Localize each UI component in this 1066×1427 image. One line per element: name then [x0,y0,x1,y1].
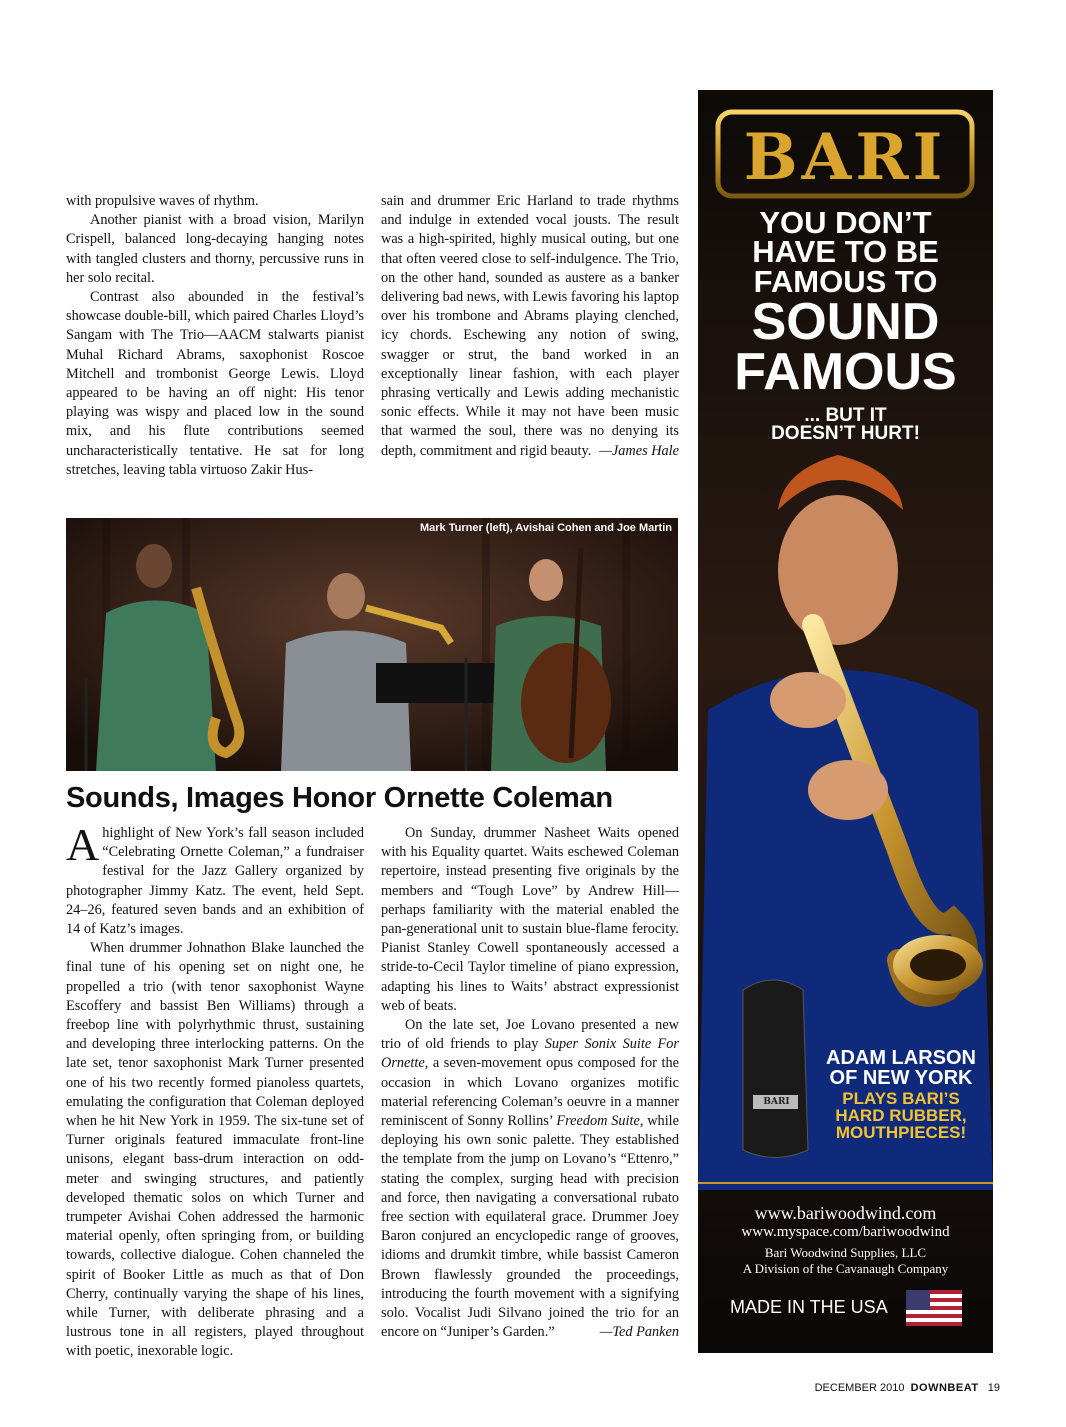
artist-name: OF NEW YORK [829,1067,973,1089]
paragraph [66,819,364,939]
paragraph-text: highlight of New York’s fall season included “Celebrating Ornette Coleman,” a fundraiser festival for the Jazz Gallery organized by photographer Jimmy Katz. The event, held Sept. 24–26, featured seven bands and an exhibition of 14 of Katz’s images. [66,825,364,938]
ad-line: FAMOUS TO [753,263,938,299]
article1-column2 [381,192,679,461]
paragraph [381,192,679,461]
paragraph-text: , a seven-movement opus composed for the occasion in which Lovano organizes motific material referencing Coleman’s oeuvre in a manner reminiscent of Sonny Rollins’ [381,1055,679,1130]
drop-cap: A [66,819,100,870]
paragraph-text: sain and drummer Eric Harland to trade rhythms and indulge in extended vocal jousts. The result was a high-spirited, highly musical outing, but one that often veered close to self-indulgence. The Trio, on the other hand, sounded as austere as a banker delivering bad news, with Lewis favoring his laptop over his trombone and Abrams playing clenched, icy chords. Eschewing any notion of swing, swagger or strut, the band worked in an exceptionally linear fashion, with each player phrasing vertically and Lewis adding mechanistic sonic effects. While it may not have been music that warmed the soul, there was no denying its depth, commitment and rigid beauty. [381,193,679,459]
endorsement-block [816,1048,986,1141]
article2-column2 [381,824,679,1342]
issue-date: DECEMBER 2010 [814,1382,905,1394]
ad-big-line: FAMOUS [734,342,957,401]
bari-logo: BARI [743,120,947,195]
paragraph: Another pianist with a broad vision, Marilyn Crispell, balanced long-decaying hanging notes with tangled clusters and thorny, percussive runs in her solo recital. [66,212,364,286]
concert-photo: Mark Turner (left), Avishai Cohen and Joe Martin LUCIANO ROSSETTI [66,518,678,771]
magazine-name: DOWNBEAT [910,1382,979,1394]
paragraph: Contrast also abounded in the festival’s showcase double-bill, which paired Charles Lloyd’s Sangam with The Trio—AACM stalwarts pianist Muhal Richard Abrams, saxophonist Roscoe Mitchell and trombonist George Lewis. Lloyd appeared to be having an off night: His tenor playing was wispy and placed low in the sound mix, and his flute contributions seemed uncharacteristically tentative. He sat for long stretches, leaving tabla virtuoso Zakir Hus- [66,289,364,478]
bari-advertisement [698,90,993,1353]
ad-tagline: ... BUT IT [804,405,887,427]
ad-tagline: DOESN’T HURT! [771,423,920,445]
made-in-usa: MADE IN THE USA [730,1297,888,1317]
byline: —James Hale [599,442,679,459]
myspace-link[interactable]: www.myspace.com/bariwoodwind [741,1224,950,1240]
article2-headline: Sounds, Images Honor Ornette Coleman [66,782,613,814]
page-number: 19 [987,1382,1000,1394]
paragraph-text: , while deploying his own sonic palette. They established the template from the jump on Lovano’s “Ettenro,” stating the complex, surging head with precision and force, then navigating a conversational rubato free section with equilateral grace. Drummer Joey Baron conjured an encyclopedic range of grooves, idioms and drumkit timbre, while bassist Cameron Brown flawlessly grounded the proceedings, introducing the fourth movement with a signifying solo. Vocalist Judi Silvano joined the trio for an encore on “Juniper’s Garden.” [381,1113,679,1341]
ad-big-line: SOUND [751,293,940,352]
band-illustration [66,518,678,771]
company-name: Bari Woodwind Supplies, LLC [764,1245,927,1260]
endorsement-line: MOUTHPIECES! [835,1123,967,1142]
paragraph [381,1016,679,1342]
endorsement-line: HARD RUBBER, [835,1106,967,1125]
website-link[interactable]: www.bariwoodwind.com [754,1203,937,1223]
endorsement-line: PLAYS BARI’S [842,1089,960,1108]
photo-caption: Mark Turner (left), Avishai Cohen and Joe Martin [419,522,672,534]
article1-column1 [66,192,364,480]
page-footer [815,1382,1000,1394]
byline: —Ted Panken [599,1324,679,1341]
ad-line: YOU DON’T [759,205,932,240]
italic-title: Freedom Suite [556,1113,640,1130]
article2-column1 [66,819,364,1362]
artist-name: ADAM LARSON [826,1047,976,1069]
ad-headline [698,205,993,445]
us-flag-icon [906,1290,962,1326]
paragraph: with propulsive waves of rhythm. [66,193,259,209]
paragraph-text: On the late set, Joe Lovano presented a new trio of old friends to play [381,1017,679,1053]
mouthpiece-logo: BARI [763,1097,790,1107]
ad-line: HAVE TO BE [752,234,939,270]
company-division: A Division of the Cavanaugh Company [742,1261,949,1276]
ad-contact [698,1203,993,1277]
italic-title: Super Sonix Suite For Ornette [381,1036,679,1072]
paragraph: When drummer Johnathon Blake launched the final tune of his opening set on night one, he propelled a trio (with tenor saxophonist Wayne Escoffery and bassist Ben Williams) through a freebop line with polyrhythmic thrust, sustaining and developing three interlocking patterns. On the late set, tenor saxophonist Mark Turner presented one of his two recently formed pianoless quartets, emulating the configuration that Coleman deployed when he hit New York in 1959. The six-tune set of Turner originals featured immaculate front-line unisons, elegant bass-drum interaction on odd-meter and swinging structures, and patiently developed thematic solos on which Turner and trumpeter Avishai Cohen addressed the harmonic material openly, often springing from, or building towards, collective dialogue. Cohen channeled the spirit of Booker Little as much as that of Don Cherry, continually varying the shape of his lines, while Turner, with deliberate phrasing and a lustrous tone in all registers, played throughout with poetic, inexorable logic. [66,940,364,1360]
paragraph: On Sunday, drummer Nasheet Waits opened with his Equality quartet. Waits eschewed Coleman repertoire, instead presenting five originals by the members and “Tough Love” by Andrew Hill—perhaps familiarity with the material enabled the pan-generational unit to sustain blue-flame ferocity. Pianist Stanley Cowell spontaneously accessed a stride-to-Cecil Taylor timeline of piano expression, adapting his lines to Waits’ abstract expressionist web of beats. [381,825,679,1014]
